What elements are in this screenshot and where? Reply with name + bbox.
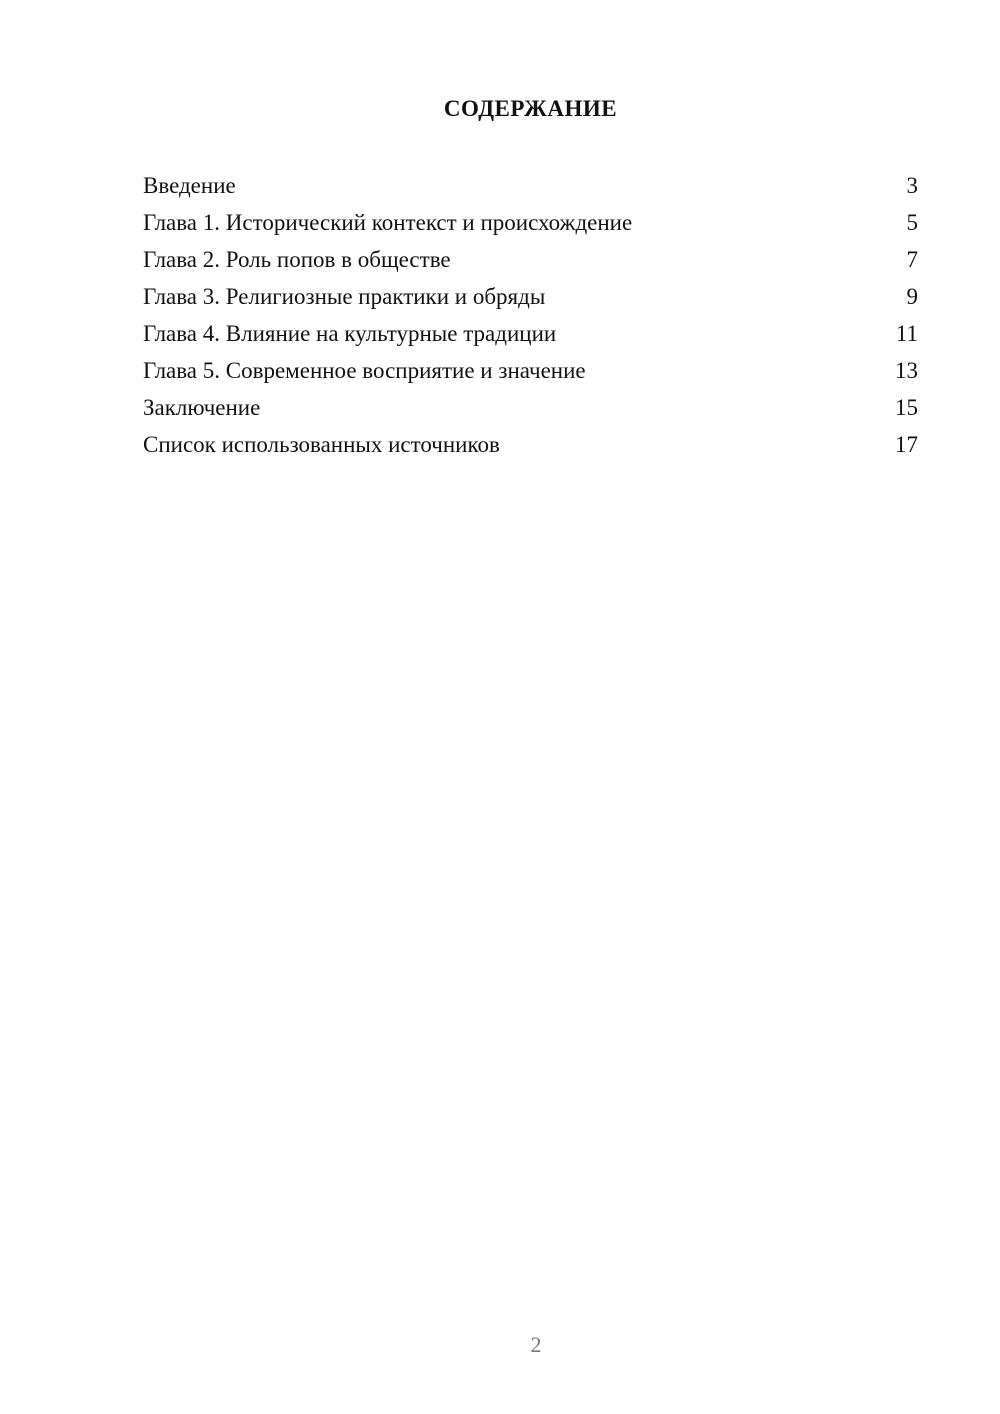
toc-list (143, 167, 918, 463)
toc-entry-label: Глава 5. Современное восприятие и значение (143, 358, 586, 383)
toc-entry-label: Список использованных источников (143, 432, 500, 457)
toc-entry-chapter-2 (143, 241, 918, 278)
toc-entry-page: 17 (895, 432, 918, 457)
toc-entry-label: Заключение (143, 395, 261, 420)
toc-entry-introduction (143, 167, 918, 204)
toc-entry-conclusion (143, 389, 918, 426)
toc-entry-page: 15 (895, 395, 918, 420)
toc-entry-chapter-1 (143, 204, 918, 241)
toc-entry-page: 13 (895, 358, 918, 383)
toc-entry-label: Глава 2. Роль попов в обществе (143, 247, 451, 272)
toc-entry-chapter-5 (143, 352, 918, 389)
toc-entry-label: Глава 3. Религиозные практики и обряды (143, 284, 546, 309)
toc-entry-chapter-4 (143, 315, 918, 352)
toc-entry-chapter-3 (143, 278, 918, 315)
toc-entry-label: Введение (143, 173, 236, 198)
toc-entry-label: Глава 4. Влияние на культурные традиции (143, 321, 557, 346)
toc-entry-page: 7 (906, 247, 918, 272)
toc-entry-page: 11 (895, 321, 918, 346)
toc-entry-page: 9 (906, 284, 918, 309)
page-number: 2 (530, 1332, 542, 1357)
toc-title: СОДЕРЖАНИЕ (443, 96, 618, 121)
toc-entry-page: 5 (906, 210, 918, 235)
toc-entry-references (143, 426, 918, 463)
toc-entry-page: 3 (906, 173, 918, 198)
toc-entry-label: Глава 1. Исторический контекст и происхождение (143, 210, 633, 235)
